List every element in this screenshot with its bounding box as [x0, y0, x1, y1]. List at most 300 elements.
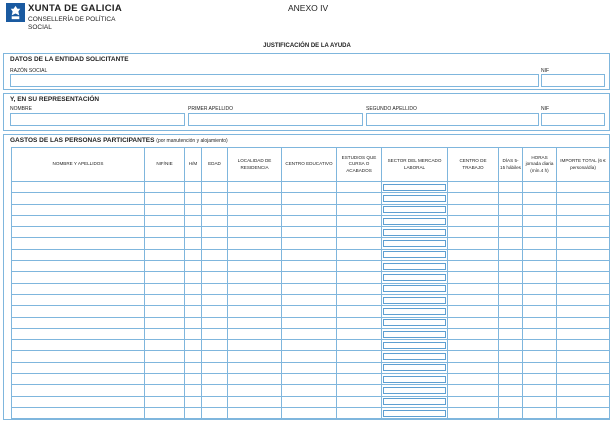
- labor-sector-select[interactable]: [383, 229, 446, 236]
- table-cell[interactable]: [557, 215, 610, 226]
- table-cell[interactable]: [557, 283, 610, 294]
- table-cell[interactable]: [499, 272, 523, 283]
- table-cell[interactable]: [145, 362, 185, 373]
- table-cell[interactable]: [337, 227, 382, 238]
- table-cell[interactable]: [202, 204, 228, 215]
- table-cell[interactable]: [523, 317, 557, 328]
- table-cell[interactable]: [523, 362, 557, 373]
- entity-section-title: DATOS DE LA ENTIDAD SOLICITANTE: [10, 56, 129, 63]
- table-cell[interactable]: [12, 306, 145, 317]
- column-header: LOCALIDAD DE RESIDENCIA: [228, 148, 282, 182]
- galicia-coat-of-arms-icon: [6, 3, 25, 22]
- table-cell[interactable]: [282, 249, 337, 260]
- table-cell[interactable]: [228, 328, 282, 339]
- table-cell[interactable]: [557, 328, 610, 339]
- table-cell[interactable]: [499, 215, 523, 226]
- table-cell[interactable]: [185, 215, 202, 226]
- org-name: XUNTA DE GALICIA: [28, 3, 122, 14]
- table-cell[interactable]: [202, 374, 228, 385]
- table-cell[interactable]: [523, 215, 557, 226]
- table-cell[interactable]: [382, 385, 448, 396]
- column-header: NIF/NIE: [145, 148, 185, 182]
- table-cell[interactable]: [557, 317, 610, 328]
- table-cell[interactable]: [557, 227, 610, 238]
- table-cell[interactable]: [499, 407, 523, 418]
- table-cell[interactable]: [282, 385, 337, 396]
- table-cell[interactable]: [448, 227, 499, 238]
- table-cell[interactable]: [185, 328, 202, 339]
- table-cell[interactable]: [12, 227, 145, 238]
- table-cell[interactable]: [523, 385, 557, 396]
- table-cell[interactable]: [202, 317, 228, 328]
- table-cell[interactable]: [557, 261, 610, 272]
- table-cell[interactable]: [185, 249, 202, 260]
- labor-sector-select[interactable]: [383, 364, 446, 371]
- table-cell[interactable]: [145, 249, 185, 260]
- table-cell[interactable]: [145, 328, 185, 339]
- table-cell[interactable]: [448, 249, 499, 260]
- table-cell[interactable]: [185, 272, 202, 283]
- table-cell[interactable]: [499, 204, 523, 215]
- table-cell[interactable]: [202, 193, 228, 204]
- table-cell[interactable]: [145, 261, 185, 272]
- table-cell[interactable]: [557, 249, 610, 260]
- table-cell[interactable]: [448, 306, 499, 317]
- table-cell[interactable]: [228, 261, 282, 272]
- table-cell[interactable]: [145, 215, 185, 226]
- table-cell[interactable]: [228, 396, 282, 407]
- table-cell[interactable]: [282, 238, 337, 249]
- table-cell[interactable]: [557, 351, 610, 362]
- table-cell[interactable]: [382, 294, 448, 305]
- table-cell[interactable]: [499, 396, 523, 407]
- table-cell[interactable]: [185, 396, 202, 407]
- table-row: [12, 272, 610, 283]
- labor-sector-select[interactable]: [383, 251, 446, 258]
- table-cell[interactable]: [448, 294, 499, 305]
- column-header: CENTRO DE TRABAJO: [448, 148, 499, 182]
- table-cell[interactable]: [499, 227, 523, 238]
- table-cell[interactable]: [448, 193, 499, 204]
- table-cell[interactable]: [523, 204, 557, 215]
- table-cell[interactable]: [145, 272, 185, 283]
- table-cell[interactable]: [337, 396, 382, 407]
- labor-sector-select[interactable]: [383, 274, 446, 281]
- table-cell[interactable]: [145, 193, 185, 204]
- table-cell[interactable]: [282, 193, 337, 204]
- table-cell[interactable]: [382, 317, 448, 328]
- table-cell[interactable]: [202, 351, 228, 362]
- table-cell[interactable]: [448, 340, 499, 351]
- table-cell[interactable]: [337, 407, 382, 418]
- table-cell[interactable]: [145, 407, 185, 418]
- table-cell[interactable]: [12, 238, 145, 249]
- table-cell[interactable]: [499, 261, 523, 272]
- table-cell[interactable]: [145, 238, 185, 249]
- table-cell[interactable]: [282, 294, 337, 305]
- table-row: [12, 385, 610, 396]
- table-cell[interactable]: [282, 396, 337, 407]
- table-cell[interactable]: [12, 407, 145, 418]
- table-cell[interactable]: [382, 227, 448, 238]
- table-cell[interactable]: [382, 215, 448, 226]
- table-cell[interactable]: [337, 340, 382, 351]
- table-cell[interactable]: [228, 317, 282, 328]
- labor-sector-select[interactable]: [383, 240, 446, 247]
- table-cell[interactable]: [523, 261, 557, 272]
- table-cell[interactable]: [228, 362, 282, 373]
- table-cell[interactable]: [499, 374, 523, 385]
- table-cell[interactable]: [499, 182, 523, 193]
- labor-sector-select[interactable]: [383, 285, 446, 292]
- table-cell[interactable]: [499, 351, 523, 362]
- name-field[interactable]: [10, 113, 185, 126]
- table-cell[interactable]: [228, 204, 282, 215]
- table-row: [12, 294, 610, 305]
- table-row: [12, 306, 610, 317]
- table-cell[interactable]: [382, 374, 448, 385]
- representative-nif-field[interactable]: [541, 113, 605, 126]
- table-cell[interactable]: [145, 306, 185, 317]
- table-cell[interactable]: [499, 193, 523, 204]
- table-cell[interactable]: [12, 328, 145, 339]
- table-cell[interactable]: [382, 283, 448, 294]
- table-cell[interactable]: [228, 193, 282, 204]
- table-cell[interactable]: [382, 407, 448, 418]
- table-cell[interactable]: [202, 362, 228, 373]
- table-cell[interactable]: [523, 249, 557, 260]
- labor-sector-select[interactable]: [383, 218, 446, 225]
- labor-sector-select[interactable]: [383, 263, 446, 270]
- first-surname-field[interactable]: [188, 113, 363, 126]
- table-cell[interactable]: [282, 351, 337, 362]
- table-cell[interactable]: [202, 306, 228, 317]
- entity-nif-field[interactable]: [541, 74, 605, 87]
- second-surname-field[interactable]: [366, 113, 539, 126]
- table-cell[interactable]: [282, 407, 337, 418]
- table-cell[interactable]: [228, 374, 282, 385]
- table-cell[interactable]: [145, 283, 185, 294]
- table-cell[interactable]: [337, 317, 382, 328]
- table-cell[interactable]: [185, 227, 202, 238]
- table-cell[interactable]: [228, 294, 282, 305]
- table-cell[interactable]: [448, 362, 499, 373]
- table-cell[interactable]: [145, 204, 185, 215]
- table-cell[interactable]: [557, 396, 610, 407]
- labor-sector-select[interactable]: [383, 319, 446, 326]
- table-cell[interactable]: [282, 272, 337, 283]
- table-cell[interactable]: [337, 362, 382, 373]
- table-cell[interactable]: [448, 283, 499, 294]
- table-cell[interactable]: [202, 396, 228, 407]
- table-cell[interactable]: [185, 294, 202, 305]
- business-name-field[interactable]: [10, 74, 539, 87]
- table-cell[interactable]: [448, 374, 499, 385]
- table-cell[interactable]: [202, 238, 228, 249]
- table-cell[interactable]: [557, 238, 610, 249]
- table-cell[interactable]: [382, 204, 448, 215]
- table-cell[interactable]: [228, 306, 282, 317]
- table-cell[interactable]: [145, 182, 185, 193]
- labor-sector-select[interactable]: [383, 376, 446, 383]
- table-cell[interactable]: [185, 374, 202, 385]
- labor-sector-select[interactable]: [383, 353, 446, 360]
- table-cell[interactable]: [228, 385, 282, 396]
- table-cell[interactable]: [282, 215, 337, 226]
- table-cell[interactable]: [382, 193, 448, 204]
- table-cell[interactable]: [185, 193, 202, 204]
- table-cell[interactable]: [202, 261, 228, 272]
- table-cell[interactable]: [557, 362, 610, 373]
- table-cell[interactable]: [499, 238, 523, 249]
- table-cell[interactable]: [557, 407, 610, 418]
- table-cell[interactable]: [145, 396, 185, 407]
- table-cell[interactable]: [523, 294, 557, 305]
- table-cell[interactable]: [145, 374, 185, 385]
- table-cell[interactable]: [523, 182, 557, 193]
- table-cell[interactable]: [202, 340, 228, 351]
- table-cell[interactable]: [448, 238, 499, 249]
- table-cell[interactable]: [185, 261, 202, 272]
- table-cell[interactable]: [12, 340, 145, 351]
- table-header-row: [12, 148, 610, 182]
- table-cell[interactable]: [282, 306, 337, 317]
- table-cell[interactable]: [202, 328, 228, 339]
- table-cell[interactable]: [282, 261, 337, 272]
- table-cell[interactable]: [382, 306, 448, 317]
- table-row: [12, 328, 610, 339]
- table-cell[interactable]: [282, 227, 337, 238]
- table-cell[interactable]: [557, 340, 610, 351]
- table-cell[interactable]: [202, 215, 228, 226]
- table-cell[interactable]: [337, 238, 382, 249]
- labor-sector-select[interactable]: [383, 184, 446, 191]
- table-cell[interactable]: [499, 362, 523, 373]
- table-cell[interactable]: [382, 396, 448, 407]
- table-cell[interactable]: [337, 328, 382, 339]
- table-cell[interactable]: [382, 340, 448, 351]
- table-cell[interactable]: [523, 193, 557, 204]
- table-cell[interactable]: [382, 261, 448, 272]
- table-cell[interactable]: [337, 272, 382, 283]
- table-cell[interactable]: [337, 182, 382, 193]
- table-cell[interactable]: [499, 283, 523, 294]
- table-cell[interactable]: [337, 249, 382, 260]
- table-row: [12, 351, 610, 362]
- table-cell[interactable]: [202, 407, 228, 418]
- table-cell[interactable]: [185, 317, 202, 328]
- table-cell[interactable]: [523, 351, 557, 362]
- table-cell[interactable]: [337, 385, 382, 396]
- table-cell[interactable]: [382, 351, 448, 362]
- table-cell[interactable]: [523, 374, 557, 385]
- table-cell[interactable]: [448, 261, 499, 272]
- table-cell[interactable]: [282, 328, 337, 339]
- labor-sector-select[interactable]: [383, 308, 446, 315]
- table-cell[interactable]: [337, 351, 382, 362]
- table-cell[interactable]: [202, 294, 228, 305]
- table-cell[interactable]: [185, 351, 202, 362]
- table-cell[interactable]: [185, 306, 202, 317]
- table-cell[interactable]: [499, 328, 523, 339]
- table-cell[interactable]: [228, 351, 282, 362]
- table-cell[interactable]: [12, 249, 145, 260]
- table-cell[interactable]: [202, 182, 228, 193]
- table-cell[interactable]: [523, 396, 557, 407]
- table-cell[interactable]: [228, 407, 282, 418]
- table-cell[interactable]: [12, 204, 145, 215]
- table-cell[interactable]: [523, 407, 557, 418]
- labor-sector-select[interactable]: [383, 331, 446, 338]
- table-cell[interactable]: [523, 272, 557, 283]
- table-cell[interactable]: [557, 294, 610, 305]
- table-cell[interactable]: [557, 306, 610, 317]
- table-cell[interactable]: [448, 215, 499, 226]
- column-header: EDAD: [202, 148, 228, 182]
- table-cell[interactable]: [499, 249, 523, 260]
- table-cell[interactable]: [382, 362, 448, 373]
- table-cell[interactable]: [557, 385, 610, 396]
- labor-sector-select[interactable]: [383, 398, 446, 405]
- expenses-title: GASTOS DE LAS PERSONAS PARTICIPANTES: [10, 137, 155, 144]
- table-cell[interactable]: [499, 306, 523, 317]
- table-cell[interactable]: [448, 317, 499, 328]
- table-cell[interactable]: [523, 340, 557, 351]
- table-cell[interactable]: [523, 238, 557, 249]
- table-cell[interactable]: [499, 385, 523, 396]
- table-cell[interactable]: [337, 193, 382, 204]
- table-cell[interactable]: [499, 294, 523, 305]
- table-cell[interactable]: [228, 340, 282, 351]
- table-cell[interactable]: [185, 340, 202, 351]
- table-cell[interactable]: [145, 385, 185, 396]
- table-cell[interactable]: [202, 249, 228, 260]
- table-cell[interactable]: [12, 317, 145, 328]
- table-cell[interactable]: [202, 272, 228, 283]
- table-cell[interactable]: [228, 283, 282, 294]
- table-cell[interactable]: [185, 238, 202, 249]
- table-cell[interactable]: [448, 272, 499, 283]
- table-cell[interactable]: [382, 238, 448, 249]
- table-cell[interactable]: [557, 193, 610, 204]
- table-cell[interactable]: [337, 215, 382, 226]
- table-cell[interactable]: [523, 227, 557, 238]
- table-cell[interactable]: [448, 328, 499, 339]
- table-cell[interactable]: [382, 328, 448, 339]
- table-cell[interactable]: [185, 385, 202, 396]
- table-cell[interactable]: [12, 396, 145, 407]
- column-header: SECTOR DEL MERCADO LABORAL: [382, 148, 448, 182]
- table-cell[interactable]: [557, 272, 610, 283]
- table-cell[interactable]: [523, 306, 557, 317]
- table-row: [12, 374, 610, 385]
- table-cell[interactable]: [12, 261, 145, 272]
- labor-sector-select[interactable]: [383, 206, 446, 213]
- table-cell[interactable]: [557, 182, 610, 193]
- table-cell[interactable]: [145, 351, 185, 362]
- labor-sector-select[interactable]: [383, 387, 446, 394]
- table-cell[interactable]: [12, 193, 145, 204]
- table-cell[interactable]: [448, 182, 499, 193]
- table-cell[interactable]: [185, 407, 202, 418]
- table-cell[interactable]: [499, 340, 523, 351]
- labor-sector-select[interactable]: [383, 195, 446, 202]
- table-cell[interactable]: [448, 396, 499, 407]
- table-cell[interactable]: [282, 204, 337, 215]
- table-cell[interactable]: [282, 317, 337, 328]
- table-cell[interactable]: [145, 340, 185, 351]
- table-cell[interactable]: [282, 374, 337, 385]
- table-cell[interactable]: [448, 351, 499, 362]
- table-cell[interactable]: [228, 182, 282, 193]
- table-cell[interactable]: [185, 182, 202, 193]
- table-cell[interactable]: [145, 294, 185, 305]
- table-cell[interactable]: [12, 215, 145, 226]
- table-cell[interactable]: [337, 261, 382, 272]
- table-cell[interactable]: [228, 227, 282, 238]
- table-cell[interactable]: [12, 272, 145, 283]
- table-cell[interactable]: [12, 385, 145, 396]
- participants-table: [11, 147, 610, 419]
- table-cell[interactable]: [282, 340, 337, 351]
- table-cell[interactable]: [185, 204, 202, 215]
- table-cell[interactable]: [523, 283, 557, 294]
- table-cell[interactable]: [337, 306, 382, 317]
- table-cell[interactable]: [448, 407, 499, 418]
- table-cell[interactable]: [202, 227, 228, 238]
- table-cell[interactable]: [185, 362, 202, 373]
- table-cell[interactable]: [12, 362, 145, 373]
- table-cell[interactable]: [12, 351, 145, 362]
- table-cell[interactable]: [145, 227, 185, 238]
- table-cell[interactable]: [337, 204, 382, 215]
- table-cell[interactable]: [523, 328, 557, 339]
- table-cell[interactable]: [228, 238, 282, 249]
- column-header: HORAS jornada diaria (mín.4 h): [523, 148, 557, 182]
- table-cell[interactable]: [499, 317, 523, 328]
- table-cell[interactable]: [382, 249, 448, 260]
- table-cell[interactable]: [202, 385, 228, 396]
- table-cell[interactable]: [448, 204, 499, 215]
- table-cell[interactable]: [337, 374, 382, 385]
- table-cell[interactable]: [337, 283, 382, 294]
- labor-sector-select[interactable]: [383, 342, 446, 349]
- table-cell[interactable]: [12, 374, 145, 385]
- table-cell[interactable]: [448, 385, 499, 396]
- table-cell[interactable]: [282, 362, 337, 373]
- table-cell[interactable]: [382, 272, 448, 283]
- table-cell[interactable]: [12, 283, 145, 294]
- table-cell[interactable]: [557, 204, 610, 215]
- table-cell[interactable]: [202, 283, 228, 294]
- table-cell[interactable]: [12, 182, 145, 193]
- labor-sector-select[interactable]: [383, 297, 446, 304]
- table-cell[interactable]: [228, 215, 282, 226]
- table-cell[interactable]: [228, 272, 282, 283]
- table-cell[interactable]: [557, 374, 610, 385]
- table-cell[interactable]: [12, 294, 145, 305]
- table-cell[interactable]: [282, 182, 337, 193]
- table-cell[interactable]: [337, 294, 382, 305]
- labor-sector-select[interactable]: [383, 410, 446, 417]
- table-cell[interactable]: [282, 283, 337, 294]
- expenses-subtitle: (por manutención y alojamiento): [156, 138, 228, 144]
- table-row: [12, 317, 610, 328]
- table-cell[interactable]: [185, 283, 202, 294]
- table-cell[interactable]: [145, 317, 185, 328]
- table-cell[interactable]: [382, 182, 448, 193]
- table-cell[interactable]: [228, 249, 282, 260]
